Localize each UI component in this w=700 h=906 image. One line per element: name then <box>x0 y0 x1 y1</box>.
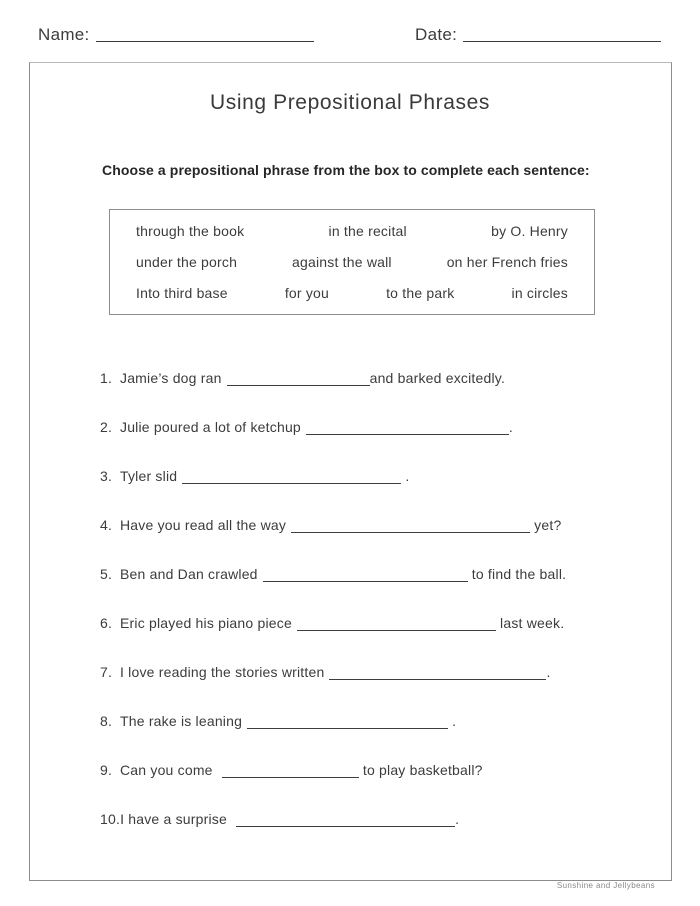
sentence-number: 2. <box>100 419 113 435</box>
word-bank-phrase: against the wall <box>292 253 392 270</box>
sentence-text-pre: I have a surprise <box>120 811 232 827</box>
sentence-text-pre: Tyler slid <box>120 468 178 484</box>
answer-blank-line <box>297 619 496 631</box>
sentence-text-post: . <box>401 468 410 484</box>
sentence-text-post: . <box>508 419 514 435</box>
sentence-text-post: . <box>546 664 551 680</box>
sentence-row <box>100 368 566 388</box>
word-bank-phrase: in the recital <box>328 223 407 240</box>
word-bank-phrase: to the park <box>386 284 455 301</box>
sentence-text-post: . <box>455 811 460 827</box>
answer-blank-line <box>291 521 530 533</box>
word-bank-phrase: for you <box>284 284 330 301</box>
word-bank-row <box>110 285 594 301</box>
sentence-list <box>100 368 566 858</box>
answer-blank-line <box>329 668 546 680</box>
sentence-row <box>100 515 566 535</box>
sentence-row <box>100 711 566 731</box>
sentence-text-post: and barked excitedly. <box>369 370 506 386</box>
name-field <box>38 25 314 45</box>
word-bank-phrase: under the porch <box>136 253 238 270</box>
sentence-row <box>100 662 566 682</box>
page-title: Using Prepositional Phrases <box>209 91 490 114</box>
date-field <box>415 25 661 45</box>
sentence-text-pre: Eric played his piano piece <box>120 615 292 631</box>
sentence-row <box>100 613 566 633</box>
sentence-text-pre: Jamie’s dog ran <box>120 370 222 386</box>
answer-blank-line <box>222 766 359 778</box>
sentence-row <box>100 809 566 829</box>
sentence-text-post: to play basketball? <box>358 762 483 778</box>
sentence-text-post: to find the ball. <box>467 566 567 582</box>
instruction-text: Choose a prepositional phrase from the box to complete each sentence: <box>102 162 590 178</box>
sentence-number: 7. <box>100 664 113 680</box>
sentence-text-pre: Ben and Dan crawled <box>120 566 258 582</box>
sentence-number: 8. <box>100 713 113 729</box>
sentence-text-pre: Julie poured a lot of ketchup <box>120 419 301 435</box>
word-bank-phrase: through the book <box>136 223 245 240</box>
sentence-row <box>100 564 566 584</box>
sentence-text-pre: The rake is leaning <box>120 713 243 729</box>
sentence-text-pre: Have you read all the way <box>120 517 287 533</box>
name-label: Name: <box>38 25 90 44</box>
footer-credit: Sunshine and Jellybeans <box>556 881 655 890</box>
sentence-row <box>100 760 566 780</box>
sentence-number: 10. <box>100 811 121 827</box>
sentence-number: 5. <box>100 566 113 582</box>
sentence-row <box>100 417 566 437</box>
sentence-text-pre: I love reading the stories written <box>120 664 325 680</box>
answer-blank-line <box>306 423 509 435</box>
word-bank-phrase: Into third base <box>136 284 228 301</box>
word-bank-phrase: by O. Henry <box>491 223 568 240</box>
sentence-text-post: yet? <box>530 517 562 533</box>
sentence-number: 1. <box>100 370 113 386</box>
sentence-text-pre: Can you come <box>120 762 217 778</box>
answer-blank-line <box>236 815 455 827</box>
date-blank-line <box>463 29 661 42</box>
word-bank-phrase: on her French fries <box>446 253 568 270</box>
word-bank-box <box>109 209 595 315</box>
word-bank-row <box>110 223 594 239</box>
sentence-number: 6. <box>100 615 113 631</box>
name-blank-line <box>96 29 314 42</box>
sentence-number: 3. <box>100 468 113 484</box>
sentence-text-post: . <box>448 713 457 729</box>
sentence-row <box>100 466 566 486</box>
date-label: Date: <box>415 25 458 44</box>
answer-blank-line <box>182 472 401 484</box>
sentence-number: 9. <box>100 762 113 778</box>
word-bank-phrase: in circles <box>511 284 568 301</box>
word-bank-row <box>110 254 594 270</box>
answer-blank-line <box>247 717 448 729</box>
sentence-text-post: last week. <box>495 615 565 631</box>
sentence-number: 4. <box>100 517 113 533</box>
answer-blank-line <box>227 374 370 386</box>
answer-blank-line <box>263 570 468 582</box>
